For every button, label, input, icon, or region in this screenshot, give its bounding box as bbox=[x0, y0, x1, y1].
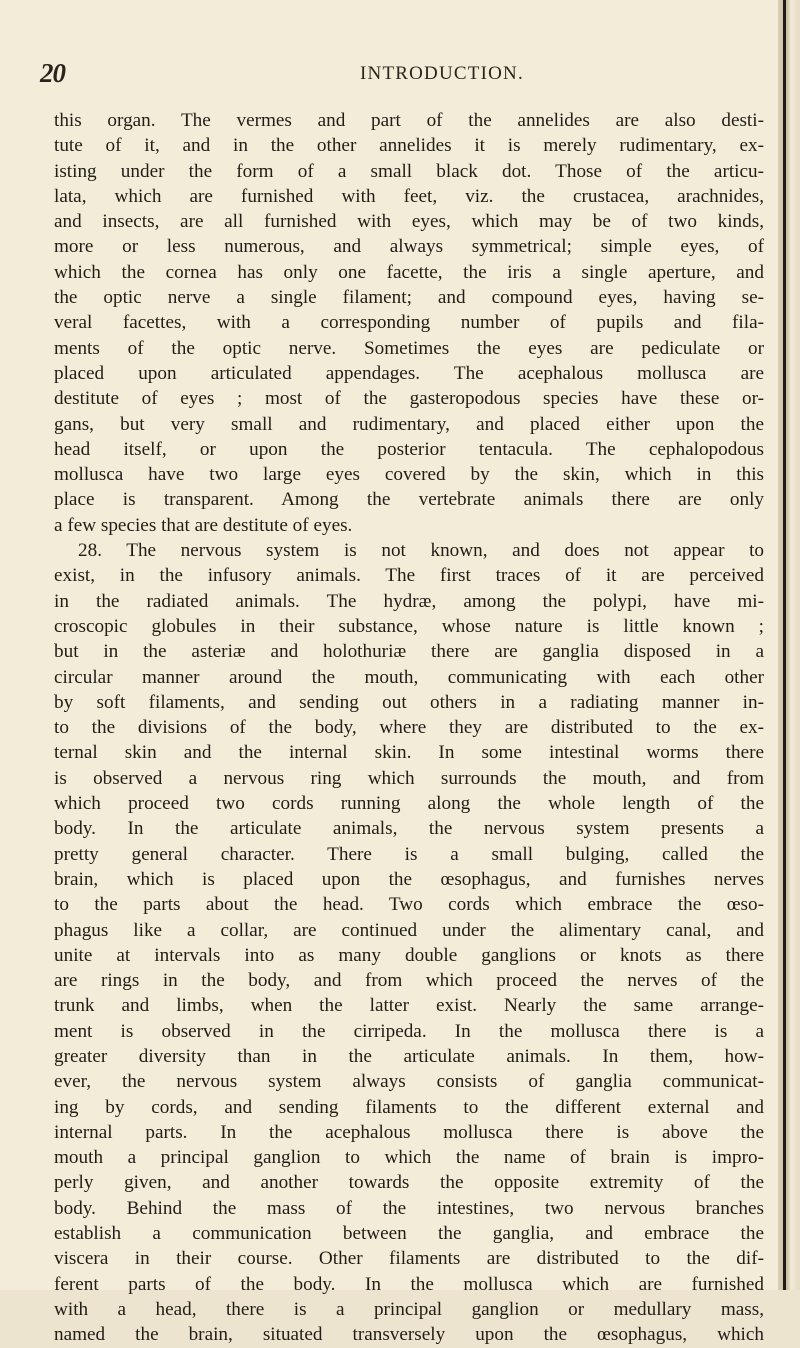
text-line: is observed a nervous ring which surrounds the mouth, and from bbox=[54, 767, 764, 789]
text-line: the optic nerve a single filament; and compound eyes, having se- bbox=[54, 287, 764, 309]
text-line: pretty general character. There is a small bulging, called the bbox=[54, 843, 764, 865]
paragraph-end-line: a few species that are destitute of eyes. bbox=[54, 514, 353, 536]
text-line: establish a communication between the ganglia, and embrace the bbox=[54, 1223, 764, 1245]
text-line: ment is observed in the cirripeda. In the mollusca there is a bbox=[54, 1020, 764, 1042]
text-line: which the cornea has only one facette, the iris a single aperture, and bbox=[54, 261, 764, 283]
text-line: in the radiated animals. The hydræ, among the polypi, have mi- bbox=[54, 590, 764, 612]
text-line: head itself, or upon the posterior tentacula. The cephalopodous bbox=[54, 438, 764, 460]
text-line: unite at intervals into as many double ganglions or knots as there bbox=[54, 944, 764, 966]
text-line: named the brain, situated transversely upon the œsophagus, which bbox=[54, 1324, 764, 1346]
text-line: ments of the optic nerve. Sometimes the eyes are pediculate or bbox=[54, 337, 764, 359]
text-line: greater diversity than in the articulate animals. In them, how- bbox=[54, 1045, 764, 1067]
text-line: mollusca have two large eyes covered by the skin, which in this bbox=[54, 464, 764, 486]
text-line: circular manner around the mouth, communicating with each other bbox=[54, 666, 764, 688]
text-line: isting under the form of a small black dot. Those of the articu- bbox=[54, 160, 764, 182]
text-line: which proceed two cords running along the whole length of the bbox=[54, 793, 764, 815]
text-line: by soft filaments, and sending out others in a radiating manner in- bbox=[54, 691, 764, 713]
text-line: body. Behind the mass of the intestines, two nervous branches bbox=[54, 1197, 764, 1219]
book-gutter bbox=[778, 0, 800, 1290]
text-line: gans, but very small and rudimentary, and placed either upon the bbox=[54, 413, 764, 435]
text-line: internal parts. In the acephalous mollusca there is above the bbox=[54, 1121, 764, 1143]
text-line: to the parts about the head. Two cords which embrace the œso- bbox=[54, 894, 764, 916]
text-line: trunk and limbs, when the latter exist. Nearly the same arrange- bbox=[54, 995, 764, 1017]
paragraph-start-line: 28. The nervous system is not known, and does not appear to bbox=[78, 540, 764, 562]
text-line: destitute of eyes ; most of the gasteropodous species have these or- bbox=[54, 388, 764, 410]
text-line: to the divisions of the body, where they are distributed to the ex- bbox=[54, 717, 764, 739]
text-line: and insects, are all furnished with eyes, which may be of two kinds, bbox=[54, 211, 764, 233]
text-line: lata, which are furnished with feet, viz. the crustacea, arachnides, bbox=[54, 185, 764, 207]
text-line: place is transparent. Among the vertebrate animals there are only bbox=[54, 489, 764, 511]
text-line: but in the asteriæ and holothuriæ there are ganglia disposed in a bbox=[54, 641, 764, 663]
text-line: perly given, and another towards the opposite extremity of the bbox=[54, 1172, 764, 1194]
text-line: with a head, there is a principal ganglion or medullary mass, bbox=[54, 1298, 764, 1320]
text-line: are rings in the body, and from which proceed the nerves of the bbox=[54, 970, 764, 992]
text-line: ferent parts of the body. In the mollusca which are furnished bbox=[54, 1273, 764, 1295]
spine-edge bbox=[783, 0, 786, 1290]
text-line: ing by cords, and sending filaments to the different external and bbox=[54, 1096, 764, 1118]
text-line: viscera in their course. Other filaments are distributed to the dif- bbox=[54, 1248, 764, 1270]
text-line: more or less numerous, and always symmetrical; simple eyes, of bbox=[54, 236, 764, 258]
page-header bbox=[0, 56, 778, 92]
text-line: phagus like a collar, are continued under the alimentary canal, and bbox=[54, 919, 764, 941]
text-line: body. In the articulate animals, the nervous system presents a bbox=[54, 818, 764, 840]
running-head: INTRODUCTION. bbox=[360, 63, 524, 84]
text-line: exist, in the infusory animals. The first traces of it are perceived bbox=[54, 565, 764, 587]
text-line: this organ. The vermes and part of the annelides are also desti- bbox=[54, 110, 764, 131]
text-line: tute of it, and in the other annelides it is merely rudimentary, ex- bbox=[54, 135, 764, 157]
body-text bbox=[54, 108, 764, 1348]
page-number: 20 bbox=[40, 58, 65, 88]
text-line: brain, which is placed upon the œsophagus, and furnishes nerves bbox=[54, 868, 764, 890]
text-line: ternal skin and the internal skin. In some intestinal worms there bbox=[54, 742, 764, 764]
text-line: veral facettes, with a corresponding number of pupils and fila- bbox=[54, 312, 764, 334]
text-line: croscopic globules in their substance, whose nature is little known ; bbox=[54, 615, 764, 637]
text-line: mouth a principal ganglion to which the name of brain is impro- bbox=[54, 1147, 764, 1169]
text-line: ever, the nervous system always consists of ganglia communicat- bbox=[54, 1071, 764, 1093]
text-line: placed upon articulated appendages. The acephalous mollusca are bbox=[54, 362, 764, 384]
